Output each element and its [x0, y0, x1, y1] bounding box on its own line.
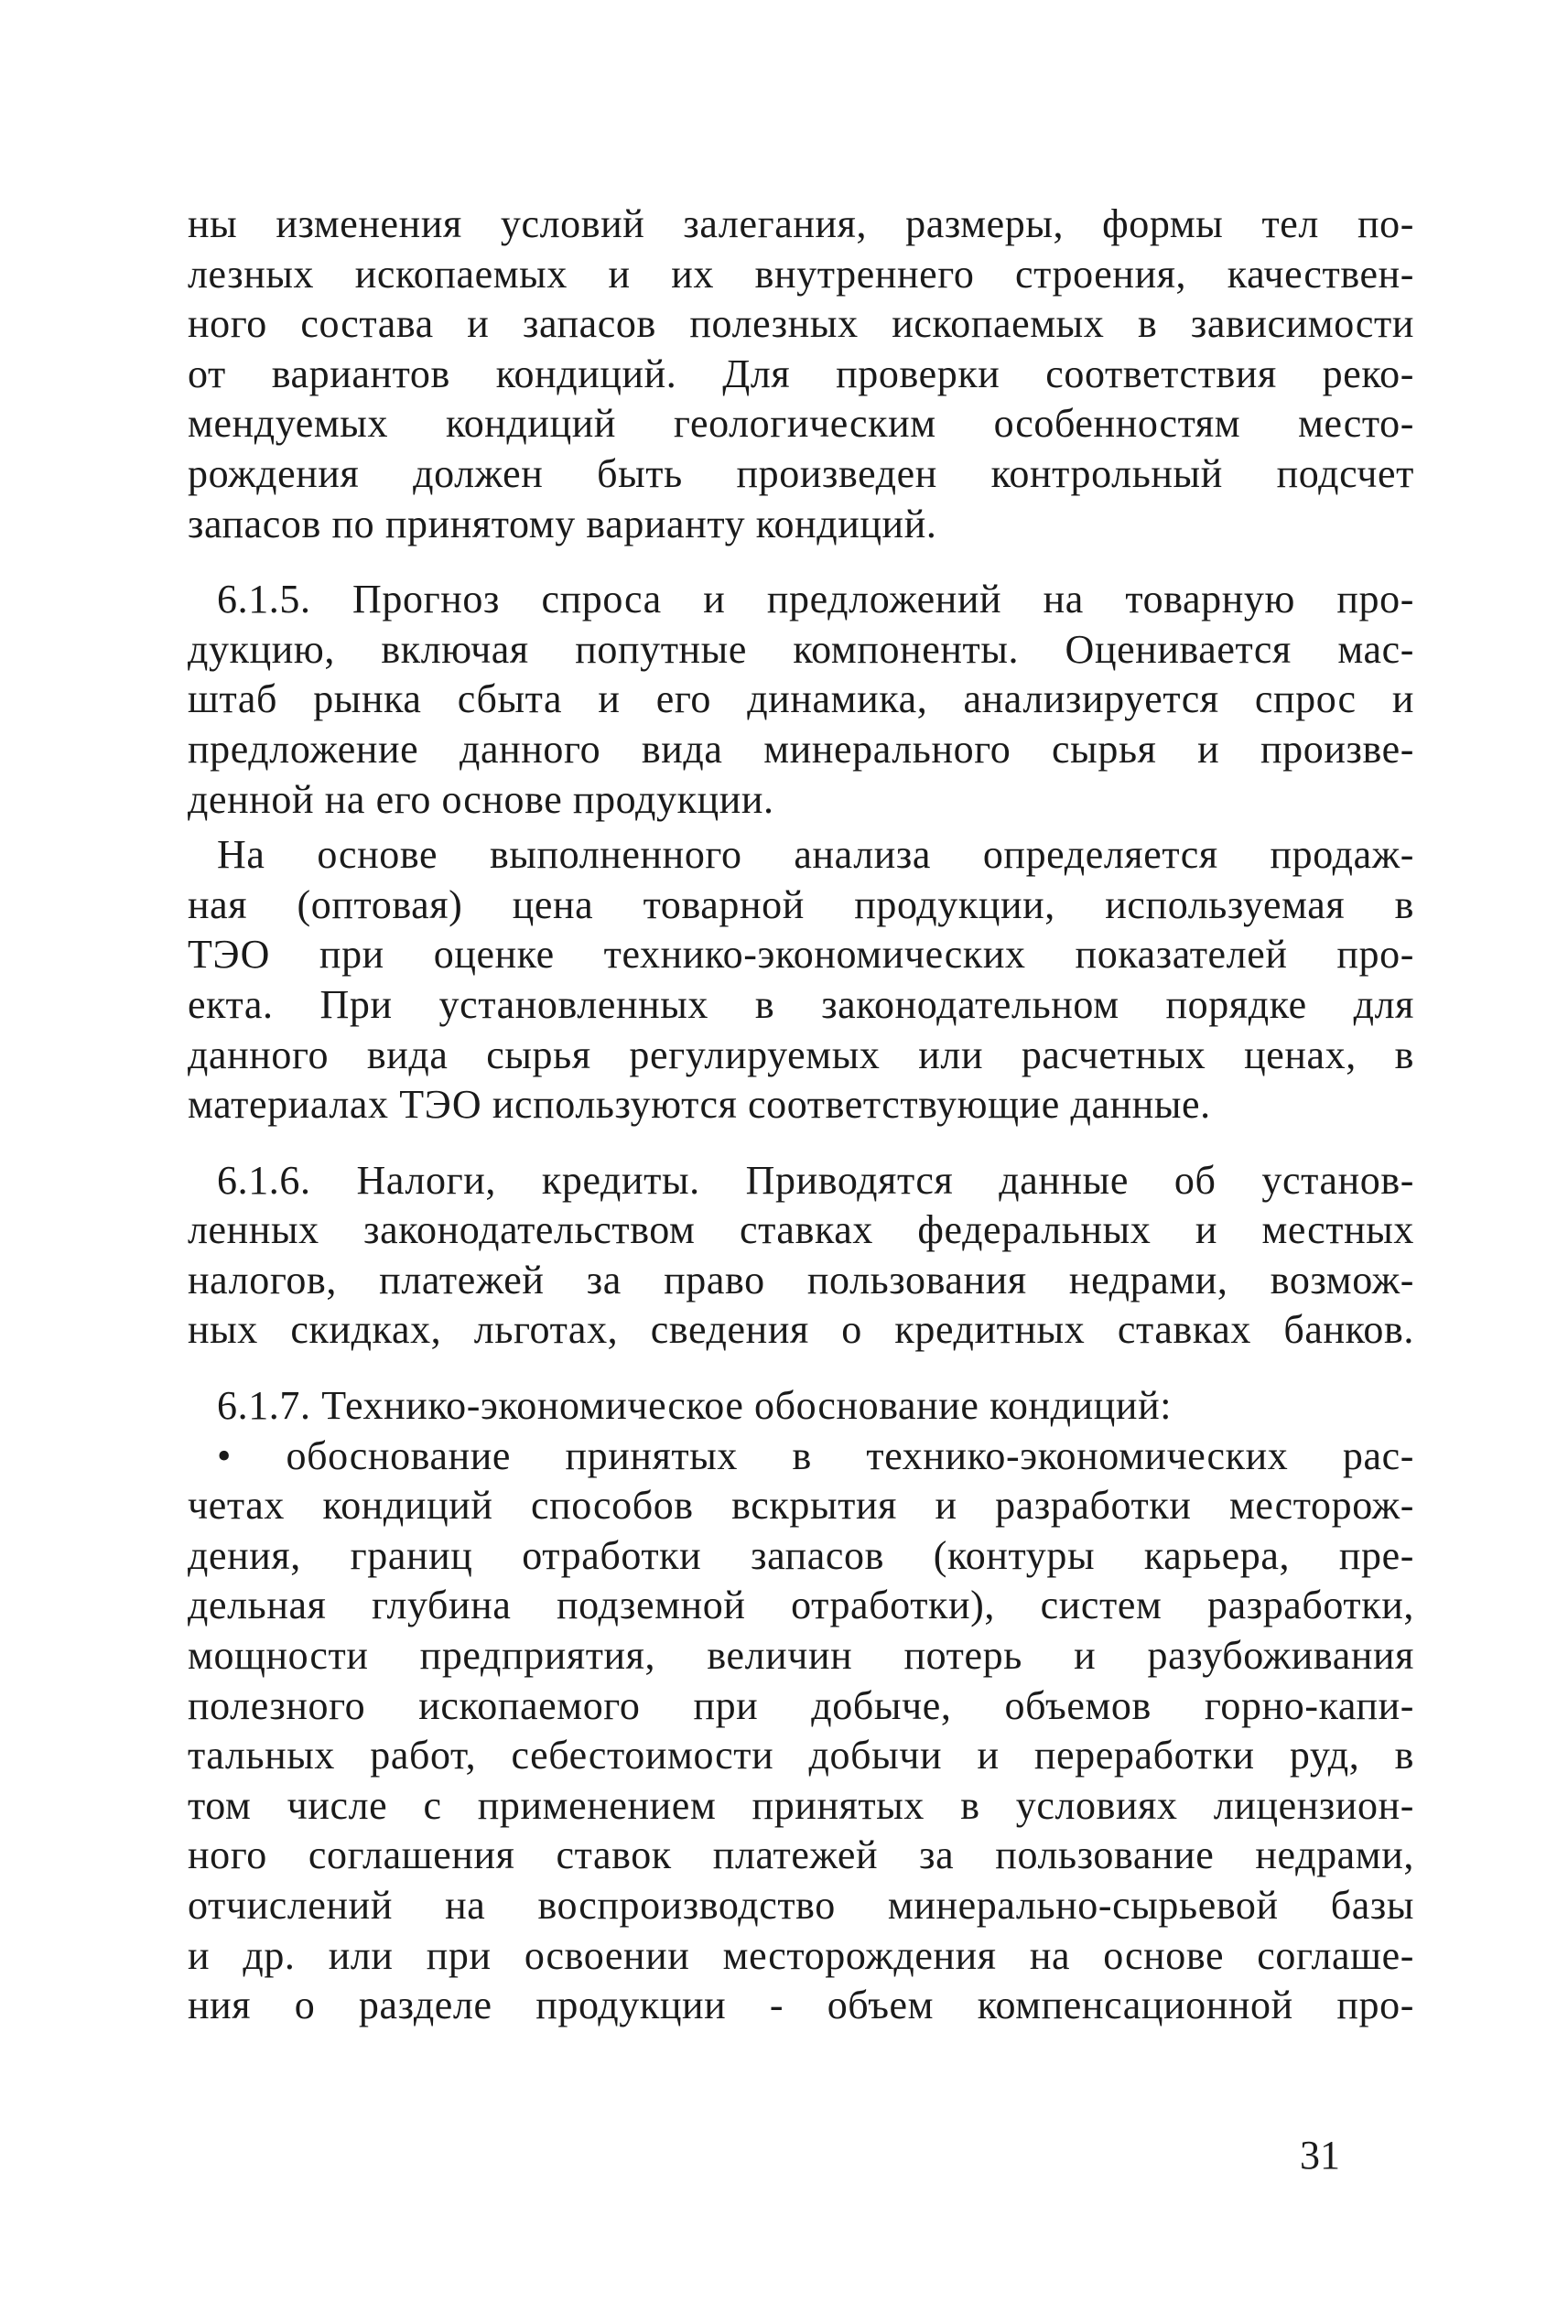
text-line: от вариантов кондиций. Для проверки соответствия реко-	[188, 351, 1414, 396]
text-line: ных скидках, льготах, сведения о кредитных ставках банков.	[188, 1307, 1414, 1353]
text-line: екта. При установленных в законодательном порядке для	[188, 981, 1414, 1027]
text-line: четах кондиций способов вскрытия и разработки месторож-	[188, 1483, 1414, 1529]
body-text	[188, 200, 1414, 2031]
text-line: ного состава и запасов полезных ископаемых в зависимости	[188, 301, 1414, 347]
text-line: данного вида сырья регулируемых или расчетных ценах, в	[188, 1032, 1414, 1077]
text-line: тальных работ, себестоимости добычи и переработки руд, в	[188, 1733, 1414, 1778]
paragraph-conditions-continuation	[188, 200, 1414, 549]
text-line: предложение данного вида минерального сырья и произве-	[188, 726, 1414, 772]
paragraph-spacer	[188, 1356, 1414, 1381]
section-heading-line: 6.1.5. Прогноз спроса и предложений на товарную про-	[217, 577, 1414, 622]
text-line: ны изменения условий залегания, размеры, формы тел по-	[188, 201, 1414, 246]
text-line: том числе с применением принятых в условиях лицензион-	[188, 1782, 1414, 1828]
section-heading-line: 6.1.7. Технико-экономическое обоснование кондиций:	[217, 1383, 1173, 1429]
section-heading-line: 6.1.6. Налоги, кредиты. Приводятся данные об установ-	[217, 1157, 1414, 1203]
text-line: рождения должен быть произведен контрольный подсчет	[188, 450, 1414, 496]
text-line: полезного ископаемого при добыче, объемов горно-капи-	[188, 1682, 1414, 1728]
text-line: отчислений на воспроизводство минерально-сырьевой базы	[188, 1883, 1414, 1928]
paragraph-spacer	[188, 549, 1414, 575]
text-line: и др. или при освоении месторождения на основе соглаше-	[188, 1932, 1414, 1978]
text-line: мендуемых кондиций геологическим особенностям место-	[188, 401, 1414, 447]
text-line: налогов, платежей за право пользования недрами, возмож-	[188, 1257, 1414, 1303]
bullet-item-line: • обоснование принятых в технико-экономических рас-	[217, 1432, 1414, 1478]
text-line: мощности предприятия, величин потерь и разубоживания	[188, 1633, 1414, 1679]
text-line: денной на его основе продукции.	[188, 776, 774, 822]
text-line: дельная глубина подземной отработки), систем разработки,	[188, 1583, 1414, 1628]
text-line: материалах ТЭО используются соответствующие данные.	[188, 1082, 1211, 1128]
section-6-1-5	[188, 575, 1414, 825]
paragraph-price	[188, 830, 1414, 1130]
text-line: штаб рынка сбыта и его динамика, анализируется спрос и	[188, 676, 1414, 722]
text-line: дения, границ отработки запасов (контуры карьера, пре-	[188, 1532, 1414, 1578]
text-line: ния о разделе продукции - объем компенсационной про-	[188, 1983, 1414, 2028]
text-line: дукцию, включая попутные компоненты. Оценивается мас-	[188, 626, 1414, 672]
text-line: ленных законодательством ставках федеральных и местных	[188, 1207, 1414, 1253]
page-number: 31	[1300, 2133, 1340, 2178]
paragraph-spacer	[188, 1130, 1414, 1156]
text-line: лезных ископаемых и их внутреннего строения, качествен-	[188, 251, 1414, 297]
text-line: На основе выполненного анализа определяется продаж-	[217, 832, 1414, 878]
section-6-1-7	[188, 1381, 1414, 2031]
text-line: ная (оптовая) цена товарной продукции, используемая в	[188, 881, 1414, 927]
text-line: запасов по принятому варианту кондиций.	[188, 501, 937, 546]
section-6-1-6	[188, 1156, 1414, 1356]
text-line: ного соглашения ставок платежей за пользование недрами,	[188, 1832, 1414, 1878]
text-line: ТЭО при оценке технико-экономических показателей про-	[188, 932, 1414, 978]
